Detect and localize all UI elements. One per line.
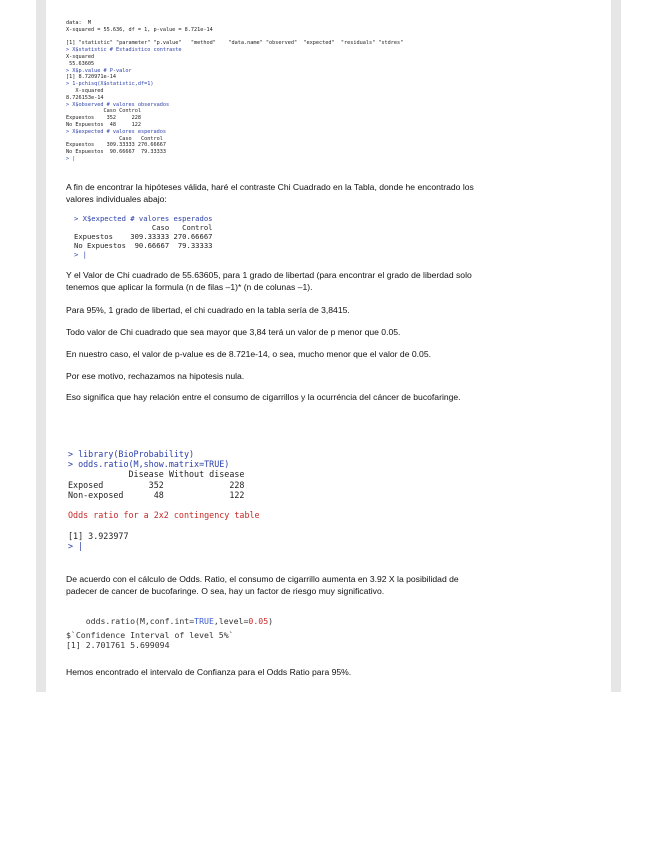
console-command-line: > X$p.value # P-valor <box>66 67 132 74</box>
r-console-odds-ratio <box>68 449 260 551</box>
console-output-line: [1] "statistic" "parameter" "p.value" "method" "data.name" "observed" "expected" "residuals" "stdres" <box>66 40 404 47</box>
ci-command-prefix: odds.ratio(M,conf.int= <box>85 616 195 626</box>
console-output-line: X-squared = 55.636, df = 1, p-value = 8.721e-14 <box>66 26 213 33</box>
console-output-line: X-squared <box>66 53 95 60</box>
r-console-chisq-output <box>66 20 403 163</box>
r-console-expected-values <box>74 214 212 259</box>
ci-command-level: 0.05 <box>248 616 269 626</box>
console-output-line: Odds ratio for a 2x2 contingency table <box>68 510 260 521</box>
console-output-line: 8.726153e-14 <box>66 94 104 101</box>
console-output-line: Caso Control <box>74 223 213 232</box>
console-output-line: 55.63605 <box>66 60 95 67</box>
paragraph-table-value: Para 95%, 1 grado de libertad, el chi cuadrado en la tabla sería de 3,8415. <box>66 305 350 315</box>
console-output-line: [1] 8.720971e-14 <box>66 74 116 81</box>
console-output-line: [1] 2.701761 5.699094 <box>66 640 170 650</box>
console-output-line <box>68 520 260 530</box>
paragraph-intro: A fin de encontrar la hipóteses válida, haré el contraste Chi Cuadrado en la Tabla, donde he encontrado los valores individuales abajo: <box>66 182 474 204</box>
paragraph-p-value: En nuestro caso, el valor de p-value es de 8.721e-14, o sea, mucho menor que el valor de 0.05. <box>66 349 431 359</box>
console-output-line: X-squared <box>66 87 104 94</box>
console-output-line: No Expuestos 48 122 <box>66 121 141 128</box>
left-margin-bar <box>36 0 46 692</box>
paragraph-conclusion: Eso significa que hay relación entre el consumo de cigarrillos y la ocurréncia del cáncer de bucofaringe. <box>66 392 461 402</box>
console-command-line: > library(BioProbability) <box>68 449 195 459</box>
paragraph-p-threshold: Todo valor de Chi cuadrado que sea mayor que 3,84 terá un valor de p menor que 0.05. <box>66 327 401 337</box>
ci-command-close: ) <box>268 616 274 626</box>
console-output-line: Expuestos 309.33333 270.66667 <box>74 232 213 241</box>
console-command-line: > 1-pchisq(X$statistic,df=1) <box>66 81 154 88</box>
console-command-line: > X$expected # valores esperados <box>66 128 166 135</box>
ci-command-mid: ,level= <box>213 616 249 626</box>
console-output-line: Exposed 352 228 <box>68 479 245 490</box>
console-output-line: Expuestos 352 228 <box>66 115 141 122</box>
console-output-line: No Expuestos 90.66667 79.33333 <box>74 241 213 250</box>
console-output-line: $`Confidence Interval of level 5%` <box>66 630 234 640</box>
console-command-line: > | <box>66 155 76 162</box>
console-command-line: > odds.ratio(M,show.matrix=TRUE) <box>68 459 230 470</box>
console-output-line: No Expuestos 90.66667 79.33333 <box>66 149 166 156</box>
paragraph-odds-interpretation: De acuerdo con el cálculo de Odds. Ratio, el consumo de cigarrillo aumenta en 3.92 X la posibilidad de padecer de cancer de bucofaringe. O sea, hay un factor de riesgo muy significativo. <box>66 574 459 596</box>
console-output-line: [1] 3.923977 <box>68 530 129 541</box>
console-output-line: Caso Control <box>66 135 163 142</box>
console-output-line <box>66 34 403 41</box>
paragraph-chi-value: Y el Valor de Chi cuadrado de 55.63605, para 1 grado de libertad (para encontrar el grado de liberdad solo tenemos que aplicar la formula (n de filas –1)* (n de colunas –1). <box>66 270 472 292</box>
ci-command-true: TRUE <box>194 616 214 626</box>
console-command-line: > | <box>74 250 87 259</box>
paragraph-reject-null: Por ese motivo, rechazamos na hipotesis nula. <box>66 371 245 381</box>
right-margin-bar <box>611 0 621 692</box>
console-command-line: > X$observed # valores observados <box>66 101 170 108</box>
console-output-line: data: M <box>66 20 91 26</box>
console-command-line: > X$expected # valores esperados <box>74 214 213 223</box>
console-output-line: Caso Control <box>66 108 141 115</box>
console-output-line: Non-exposed 48 122 <box>68 489 245 500</box>
paragraph-ci-found: Hemos encontrado el intervalo de Confianza para el Odds Ratio para 95%. <box>66 667 352 677</box>
console-output-line <box>68 500 260 510</box>
console-output-line: Expuestos 309.33333 270.66667 <box>66 142 166 149</box>
console-command-line: > | <box>68 540 84 551</box>
console-command-line: > X$statistic # Estadistico contraste <box>66 47 182 54</box>
r-console-ci-output <box>66 630 234 650</box>
console-output-line: Disease Without disease <box>68 469 245 480</box>
